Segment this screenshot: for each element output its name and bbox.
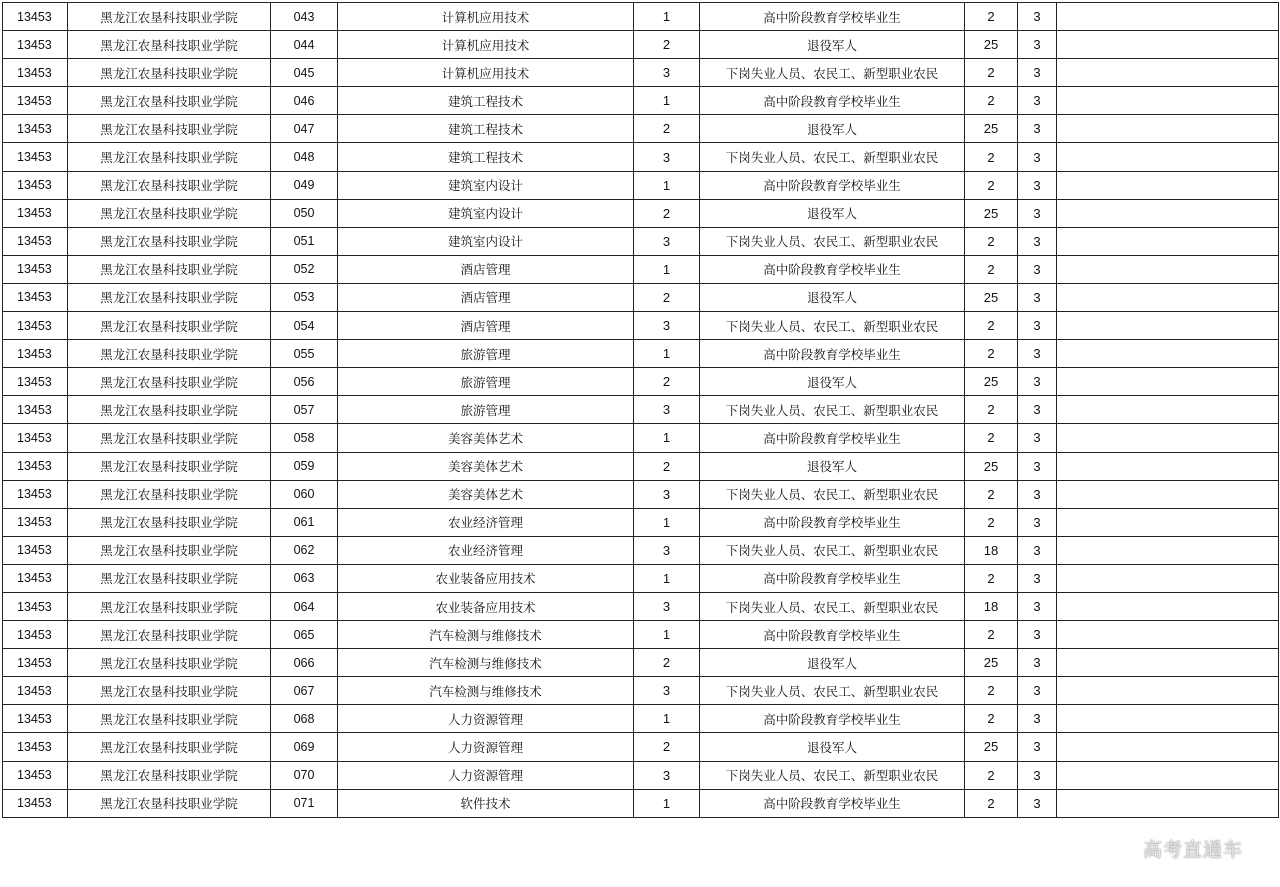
- table-row: [3, 649, 1279, 677]
- school-code-cell: 13453: [3, 283, 68, 311]
- quota-cell: 2: [965, 3, 1018, 31]
- years-cell: 3: [1018, 171, 1057, 199]
- school-code-cell: 13453: [3, 396, 68, 424]
- table-row: [3, 592, 1279, 620]
- quota-cell: 25: [965, 452, 1018, 480]
- notes-cell: [1057, 31, 1279, 59]
- category-code-cell: 2: [634, 31, 700, 59]
- notes-cell: [1057, 340, 1279, 368]
- applicant-type-cell: 退役军人: [700, 283, 965, 311]
- major-name-cell: 建筑室内设计: [338, 227, 634, 255]
- years-cell: 3: [1018, 31, 1057, 59]
- school-name-cell: 黑龙江农垦科技职业学院: [68, 508, 271, 536]
- major-code-cell: 067: [271, 677, 338, 705]
- notes-cell: [1057, 255, 1279, 283]
- years-cell: 3: [1018, 87, 1057, 115]
- school-code-cell: 13453: [3, 621, 68, 649]
- school-name-cell: 黑龙江农垦科技职业学院: [68, 368, 271, 396]
- school-code-cell: 13453: [3, 143, 68, 171]
- notes-cell: [1057, 592, 1279, 620]
- quota-cell: 2: [965, 255, 1018, 283]
- category-code-cell: 1: [634, 789, 700, 817]
- quota-cell: 25: [965, 115, 1018, 143]
- applicant-type-cell: 高中阶段教育学校毕业生: [700, 508, 965, 536]
- applicant-type-cell: 高中阶段教育学校毕业生: [700, 705, 965, 733]
- major-code-cell: 054: [271, 312, 338, 340]
- years-cell: 3: [1018, 199, 1057, 227]
- category-code-cell: 3: [634, 761, 700, 789]
- years-cell: 3: [1018, 789, 1057, 817]
- quota-cell: 25: [965, 199, 1018, 227]
- quota-cell: 2: [965, 508, 1018, 536]
- applicant-type-cell: 退役军人: [700, 115, 965, 143]
- quota-cell: 2: [965, 761, 1018, 789]
- category-code-cell: 1: [634, 171, 700, 199]
- applicant-type-cell: 退役军人: [700, 733, 965, 761]
- major-code-cell: 058: [271, 424, 338, 452]
- category-code-cell: 2: [634, 199, 700, 227]
- years-cell: 3: [1018, 115, 1057, 143]
- table-row: [3, 508, 1279, 536]
- school-name-cell: 黑龙江农垦科技职业学院: [68, 452, 271, 480]
- notes-cell: [1057, 621, 1279, 649]
- enrollment-table: [2, 2, 1279, 818]
- quota-cell: 25: [965, 283, 1018, 311]
- school-name-cell: 黑龙江农垦科技职业学院: [68, 312, 271, 340]
- school-code-cell: 13453: [3, 424, 68, 452]
- table-row: [3, 368, 1279, 396]
- category-code-cell: 1: [634, 564, 700, 592]
- years-cell: 3: [1018, 649, 1057, 677]
- applicant-type-cell: 退役军人: [700, 368, 965, 396]
- notes-cell: [1057, 677, 1279, 705]
- school-name-cell: 黑龙江农垦科技职业学院: [68, 31, 271, 59]
- school-name-cell: 黑龙江农垦科技职业学院: [68, 396, 271, 424]
- major-code-cell: 061: [271, 508, 338, 536]
- applicant-type-cell: 退役军人: [700, 452, 965, 480]
- major-code-cell: 066: [271, 649, 338, 677]
- major-code-cell: 060: [271, 480, 338, 508]
- applicant-type-cell: 下岗失业人员、农民工、新型职业农民: [700, 396, 965, 424]
- school-name-cell: 黑龙江农垦科技职业学院: [68, 59, 271, 87]
- major-name-cell: 建筑工程技术: [338, 143, 634, 171]
- notes-cell: [1057, 649, 1279, 677]
- years-cell: 3: [1018, 592, 1057, 620]
- major-name-cell: 建筑室内设计: [338, 171, 634, 199]
- applicant-type-cell: 高中阶段教育学校毕业生: [700, 255, 965, 283]
- table-row: [3, 283, 1279, 311]
- major-name-cell: 美容美体艺术: [338, 424, 634, 452]
- school-name-cell: 黑龙江农垦科技职业学院: [68, 255, 271, 283]
- years-cell: 3: [1018, 452, 1057, 480]
- school-code-cell: 13453: [3, 649, 68, 677]
- school-name-cell: 黑龙江农垦科技职业学院: [68, 621, 271, 649]
- school-code-cell: 13453: [3, 733, 68, 761]
- notes-cell: [1057, 761, 1279, 789]
- school-name-cell: 黑龙江农垦科技职业学院: [68, 115, 271, 143]
- major-name-cell: 人力资源管理: [338, 733, 634, 761]
- notes-cell: [1057, 368, 1279, 396]
- applicant-type-cell: 高中阶段教育学校毕业生: [700, 3, 965, 31]
- category-code-cell: 3: [634, 677, 700, 705]
- years-cell: 3: [1018, 705, 1057, 733]
- notes-cell: [1057, 564, 1279, 592]
- major-name-cell: 计算机应用技术: [338, 3, 634, 31]
- table-row: [3, 705, 1279, 733]
- major-code-cell: 065: [271, 621, 338, 649]
- table-row: [3, 480, 1279, 508]
- major-code-cell: 068: [271, 705, 338, 733]
- notes-cell: [1057, 480, 1279, 508]
- table-body: [3, 3, 1279, 818]
- school-code-cell: 13453: [3, 789, 68, 817]
- school-code-cell: 13453: [3, 452, 68, 480]
- category-code-cell: 2: [634, 368, 700, 396]
- applicant-type-cell: 下岗失业人员、农民工、新型职业农民: [700, 143, 965, 171]
- category-code-cell: 3: [634, 143, 700, 171]
- school-code-cell: 13453: [3, 171, 68, 199]
- years-cell: 3: [1018, 677, 1057, 705]
- years-cell: 3: [1018, 564, 1057, 592]
- applicant-type-cell: 退役军人: [700, 199, 965, 227]
- major-name-cell: 汽车检测与维修技术: [338, 649, 634, 677]
- school-code-cell: 13453: [3, 115, 68, 143]
- quota-cell: 18: [965, 536, 1018, 564]
- years-cell: 3: [1018, 536, 1057, 564]
- quota-cell: 2: [965, 227, 1018, 255]
- major-name-cell: 酒店管理: [338, 283, 634, 311]
- watermark: 高考直通车: [1143, 839, 1244, 861]
- school-name-cell: 黑龙江农垦科技职业学院: [68, 677, 271, 705]
- school-name-cell: 黑龙江农垦科技职业学院: [68, 143, 271, 171]
- major-code-cell: 057: [271, 396, 338, 424]
- notes-cell: [1057, 143, 1279, 171]
- years-cell: 3: [1018, 761, 1057, 789]
- table-row: [3, 59, 1279, 87]
- applicant-type-cell: 下岗失业人员、农民工、新型职业农民: [700, 59, 965, 87]
- notes-cell: [1057, 705, 1279, 733]
- category-code-cell: 3: [634, 480, 700, 508]
- category-code-cell: 1: [634, 424, 700, 452]
- quota-cell: 25: [965, 733, 1018, 761]
- major-code-cell: 059: [271, 452, 338, 480]
- years-cell: 3: [1018, 733, 1057, 761]
- notes-cell: [1057, 115, 1279, 143]
- major-code-cell: 064: [271, 592, 338, 620]
- category-code-cell: 3: [634, 59, 700, 87]
- table-row: [3, 312, 1279, 340]
- major-name-cell: 软件技术: [338, 789, 634, 817]
- major-name-cell: 酒店管理: [338, 312, 634, 340]
- quota-cell: 2: [965, 396, 1018, 424]
- notes-cell: [1057, 424, 1279, 452]
- table-row: [3, 789, 1279, 817]
- table-row: [3, 536, 1279, 564]
- notes-cell: [1057, 508, 1279, 536]
- table-row: [3, 3, 1279, 31]
- school-name-cell: 黑龙江农垦科技职业学院: [68, 171, 271, 199]
- major-code-cell: 050: [271, 199, 338, 227]
- quota-cell: 2: [965, 340, 1018, 368]
- quota-cell: 2: [965, 171, 1018, 199]
- table-row: [3, 171, 1279, 199]
- category-code-cell: 1: [634, 255, 700, 283]
- category-code-cell: 3: [634, 396, 700, 424]
- major-code-cell: 062: [271, 536, 338, 564]
- school-name-cell: 黑龙江农垦科技职业学院: [68, 733, 271, 761]
- quota-cell: 2: [965, 621, 1018, 649]
- years-cell: 3: [1018, 340, 1057, 368]
- school-name-cell: 黑龙江农垦科技职业学院: [68, 649, 271, 677]
- school-name-cell: 黑龙江农垦科技职业学院: [68, 761, 271, 789]
- major-code-cell: 051: [271, 227, 338, 255]
- school-code-cell: 13453: [3, 227, 68, 255]
- years-cell: 3: [1018, 621, 1057, 649]
- notes-cell: [1057, 59, 1279, 87]
- notes-cell: [1057, 199, 1279, 227]
- applicant-type-cell: 高中阶段教育学校毕业生: [700, 789, 965, 817]
- quota-cell: 2: [965, 312, 1018, 340]
- quota-cell: 18: [965, 592, 1018, 620]
- notes-cell: [1057, 789, 1279, 817]
- school-code-cell: 13453: [3, 761, 68, 789]
- major-name-cell: 旅游管理: [338, 340, 634, 368]
- school-name-cell: 黑龙江农垦科技职业学院: [68, 705, 271, 733]
- major-name-cell: 建筑工程技术: [338, 87, 634, 115]
- table-row: [3, 452, 1279, 480]
- category-code-cell: 1: [634, 340, 700, 368]
- table-row: [3, 143, 1279, 171]
- major-code-cell: 063: [271, 564, 338, 592]
- table-row: [3, 677, 1279, 705]
- major-name-cell: 人力资源管理: [338, 761, 634, 789]
- notes-cell: [1057, 312, 1279, 340]
- school-code-cell: 13453: [3, 508, 68, 536]
- school-name-cell: 黑龙江农垦科技职业学院: [68, 199, 271, 227]
- years-cell: 3: [1018, 143, 1057, 171]
- table-row: [3, 761, 1279, 789]
- category-code-cell: 2: [634, 452, 700, 480]
- quota-cell: 2: [965, 789, 1018, 817]
- major-name-cell: 汽车检测与维修技术: [338, 621, 634, 649]
- category-code-cell: 2: [634, 283, 700, 311]
- major-code-cell: 045: [271, 59, 338, 87]
- years-cell: 3: [1018, 508, 1057, 536]
- quota-cell: 2: [965, 59, 1018, 87]
- quota-cell: 2: [965, 424, 1018, 452]
- notes-cell: [1057, 536, 1279, 564]
- applicant-type-cell: 高中阶段教育学校毕业生: [700, 171, 965, 199]
- years-cell: 3: [1018, 283, 1057, 311]
- years-cell: 3: [1018, 368, 1057, 396]
- major-name-cell: 农业装备应用技术: [338, 564, 634, 592]
- school-code-cell: 13453: [3, 199, 68, 227]
- applicant-type-cell: 高中阶段教育学校毕业生: [700, 621, 965, 649]
- major-name-cell: 美容美体艺术: [338, 452, 634, 480]
- school-code-cell: 13453: [3, 31, 68, 59]
- category-code-cell: 1: [634, 508, 700, 536]
- applicant-type-cell: 下岗失业人员、农民工、新型职业农民: [700, 592, 965, 620]
- notes-cell: [1057, 452, 1279, 480]
- years-cell: 3: [1018, 396, 1057, 424]
- school-code-cell: 13453: [3, 564, 68, 592]
- school-code-cell: 13453: [3, 255, 68, 283]
- applicant-type-cell: 高中阶段教育学校毕业生: [700, 87, 965, 115]
- notes-cell: [1057, 171, 1279, 199]
- school-name-cell: 黑龙江农垦科技职业学院: [68, 340, 271, 368]
- school-code-cell: 13453: [3, 59, 68, 87]
- applicant-type-cell: 下岗失业人员、农民工、新型职业农民: [700, 312, 965, 340]
- category-code-cell: 2: [634, 649, 700, 677]
- major-code-cell: 071: [271, 789, 338, 817]
- quota-cell: 2: [965, 705, 1018, 733]
- table-row: [3, 227, 1279, 255]
- quota-cell: 2: [965, 480, 1018, 508]
- category-code-cell: 1: [634, 705, 700, 733]
- table-row: [3, 733, 1279, 761]
- school-code-cell: 13453: [3, 677, 68, 705]
- table-row: [3, 621, 1279, 649]
- years-cell: 3: [1018, 312, 1057, 340]
- table-row: [3, 87, 1279, 115]
- table-row: [3, 255, 1279, 283]
- table-row: [3, 340, 1279, 368]
- category-code-cell: 3: [634, 536, 700, 564]
- major-name-cell: 计算机应用技术: [338, 31, 634, 59]
- major-name-cell: 旅游管理: [338, 368, 634, 396]
- category-code-cell: 2: [634, 115, 700, 143]
- notes-cell: [1057, 396, 1279, 424]
- applicant-type-cell: 下岗失业人员、农民工、新型职业农民: [700, 536, 965, 564]
- applicant-type-cell: 下岗失业人员、农民工、新型职业农民: [700, 677, 965, 705]
- school-code-cell: 13453: [3, 312, 68, 340]
- years-cell: 3: [1018, 255, 1057, 283]
- quota-cell: 2: [965, 87, 1018, 115]
- major-code-cell: 053: [271, 283, 338, 311]
- major-code-cell: 044: [271, 31, 338, 59]
- major-name-cell: 酒店管理: [338, 255, 634, 283]
- major-name-cell: 美容美体艺术: [338, 480, 634, 508]
- notes-cell: [1057, 283, 1279, 311]
- major-code-cell: 046: [271, 87, 338, 115]
- school-code-cell: 13453: [3, 705, 68, 733]
- quota-cell: 25: [965, 649, 1018, 677]
- school-code-cell: 13453: [3, 3, 68, 31]
- school-code-cell: 13453: [3, 480, 68, 508]
- school-name-cell: 黑龙江农垦科技职业学院: [68, 564, 271, 592]
- quota-cell: 2: [965, 677, 1018, 705]
- applicant-type-cell: 高中阶段教育学校毕业生: [700, 340, 965, 368]
- years-cell: 3: [1018, 480, 1057, 508]
- years-cell: 3: [1018, 3, 1057, 31]
- category-code-cell: 2: [634, 733, 700, 761]
- years-cell: 3: [1018, 424, 1057, 452]
- category-code-cell: 1: [634, 3, 700, 31]
- school-code-cell: 13453: [3, 368, 68, 396]
- major-code-cell: 048: [271, 143, 338, 171]
- major-code-cell: 070: [271, 761, 338, 789]
- school-code-cell: 13453: [3, 340, 68, 368]
- school-name-cell: 黑龙江农垦科技职业学院: [68, 424, 271, 452]
- category-code-cell: 1: [634, 87, 700, 115]
- applicant-type-cell: 下岗失业人员、农民工、新型职业农民: [700, 227, 965, 255]
- major-name-cell: 农业经济管理: [338, 508, 634, 536]
- category-code-cell: 1: [634, 621, 700, 649]
- quota-cell: 25: [965, 31, 1018, 59]
- major-code-cell: 056: [271, 368, 338, 396]
- applicant-type-cell: 高中阶段教育学校毕业生: [700, 564, 965, 592]
- school-name-cell: 黑龙江农垦科技职业学院: [68, 789, 271, 817]
- notes-cell: [1057, 87, 1279, 115]
- quota-cell: 2: [965, 143, 1018, 171]
- major-name-cell: 人力资源管理: [338, 705, 634, 733]
- major-code-cell: 047: [271, 115, 338, 143]
- school-name-cell: 黑龙江农垦科技职业学院: [68, 227, 271, 255]
- school-name-cell: 黑龙江农垦科技职业学院: [68, 283, 271, 311]
- major-name-cell: 农业装备应用技术: [338, 592, 634, 620]
- major-name-cell: 农业经济管理: [338, 536, 634, 564]
- years-cell: 3: [1018, 59, 1057, 87]
- quota-cell: 25: [965, 368, 1018, 396]
- major-code-cell: 069: [271, 733, 338, 761]
- notes-cell: [1057, 733, 1279, 761]
- school-name-cell: 黑龙江农垦科技职业学院: [68, 87, 271, 115]
- table-row: [3, 115, 1279, 143]
- major-name-cell: 汽车检测与维修技术: [338, 677, 634, 705]
- applicant-type-cell: 退役军人: [700, 31, 965, 59]
- school-name-cell: 黑龙江农垦科技职业学院: [68, 592, 271, 620]
- major-name-cell: 建筑室内设计: [338, 199, 634, 227]
- years-cell: 3: [1018, 227, 1057, 255]
- notes-cell: [1057, 3, 1279, 31]
- applicant-type-cell: 退役军人: [700, 649, 965, 677]
- major-code-cell: 049: [271, 171, 338, 199]
- school-name-cell: 黑龙江农垦科技职业学院: [68, 536, 271, 564]
- school-code-cell: 13453: [3, 536, 68, 564]
- major-name-cell: 计算机应用技术: [338, 59, 634, 87]
- table-row: [3, 564, 1279, 592]
- major-name-cell: 建筑工程技术: [338, 115, 634, 143]
- applicant-type-cell: 高中阶段教育学校毕业生: [700, 424, 965, 452]
- category-code-cell: 3: [634, 312, 700, 340]
- table-row: [3, 199, 1279, 227]
- category-code-cell: 3: [634, 227, 700, 255]
- category-code-cell: 3: [634, 592, 700, 620]
- table-row: [3, 396, 1279, 424]
- major-code-cell: 055: [271, 340, 338, 368]
- school-code-cell: 13453: [3, 87, 68, 115]
- major-name-cell: 旅游管理: [338, 396, 634, 424]
- table-row: [3, 31, 1279, 59]
- applicant-type-cell: 下岗失业人员、农民工、新型职业农民: [700, 761, 965, 789]
- school-name-cell: 黑龙江农垦科技职业学院: [68, 480, 271, 508]
- school-code-cell: 13453: [3, 592, 68, 620]
- table-row: [3, 424, 1279, 452]
- notes-cell: [1057, 227, 1279, 255]
- quota-cell: 2: [965, 564, 1018, 592]
- major-code-cell: 052: [271, 255, 338, 283]
- major-code-cell: 043: [271, 3, 338, 31]
- school-name-cell: 黑龙江农垦科技职业学院: [68, 3, 271, 31]
- applicant-type-cell: 下岗失业人员、农民工、新型职业农民: [700, 480, 965, 508]
